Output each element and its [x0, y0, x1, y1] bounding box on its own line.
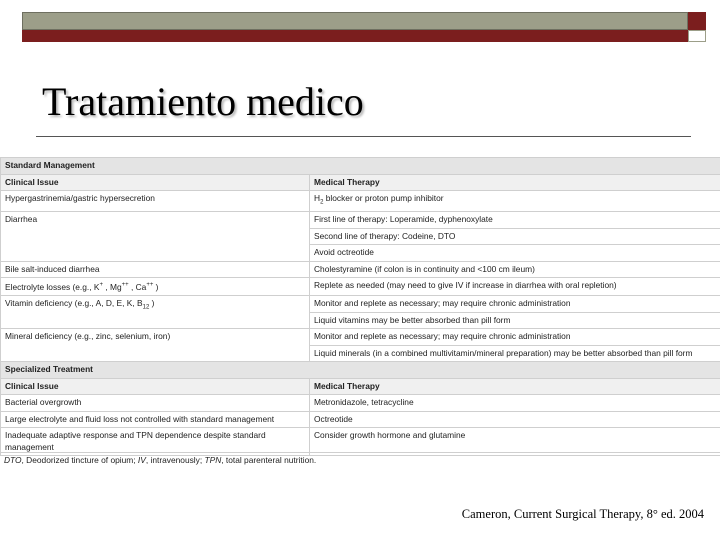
table-row: [1, 411, 720, 428]
therapy-cell: Avoid octreotide: [310, 245, 720, 262]
therapy-cell: Consider growth hormone and glutamine: [310, 428, 720, 456]
issue-cell: Inadequate adaptive response and TPN dependence despite standard management: [1, 428, 310, 456]
issue-cell: Bacterial overgrowth: [1, 395, 310, 412]
issue-cell: Vitamin deficiency (e.g., A, D, E, K, $B_{12}$ ): [1, 296, 310, 329]
col-header-therapy: Medical Therapy: [310, 378, 720, 395]
col-header-therapy: Medical Therapy: [310, 174, 720, 191]
table-row: [1, 212, 720, 229]
table-footnote: DTO, Deodorized tincture of opium; IV, intravenously; TPN, total parenteral nutrition.: [4, 455, 317, 465]
issue-cell: Large electrolyte and fluid loss not controlled with standard management: [1, 411, 310, 428]
table-row: [1, 329, 720, 346]
section-title-standard: Standard Management: [1, 158, 720, 175]
therapy-cell: Octreotide: [310, 411, 720, 428]
source-citation: Cameron, Current Surgical Therapy, 8° ed. 2004: [461, 507, 704, 521]
therapy-cell: Liquid minerals (in a combined multivitamin/mineral preparation) may be better absorbed than pill form: [310, 345, 720, 362]
issue-cell: Hypergastrinemia/gastric hypersecretion: [1, 191, 310, 212]
therapy-cell: Metronidazole, tetracycline: [310, 395, 720, 412]
col-header-issue: Clinical Issue: [1, 378, 310, 395]
therapy-cell: Liquid vitamins may be better absorbed than pill form: [310, 312, 720, 329]
therapy-cell: Monitor and replete as necessary; may require chronic administration: [310, 296, 720, 313]
table-row: [1, 278, 720, 296]
therapy-cell: First line of therapy: Loperamide, dyphenoxylate: [310, 212, 720, 229]
therapy-cell: $H_2$ blocker or proton pump inhibitor: [310, 191, 720, 212]
section-row-specialized: [1, 362, 720, 379]
header-red-square: [688, 12, 706, 30]
issue-cell: Bile salt-induced diarrhea: [1, 261, 310, 278]
col-header-issue: Clinical Issue: [1, 174, 310, 191]
table-row: [1, 191, 720, 212]
table-row: [1, 395, 720, 412]
title-divider: [36, 136, 691, 137]
issue-cell: Mineral deficiency (e.g., zinc, selenium, iron): [1, 329, 310, 362]
issue-cell: Diarrhea: [1, 212, 310, 262]
issue-cell: Electrolyte losses (e.g., K+ , Mg++ , Ca++ ): [1, 278, 310, 296]
header-row-standard: [1, 174, 720, 191]
therapy-cell: Cholestyramine (if colon is in continuity and <100 cm ileum): [310, 261, 720, 278]
therapy-cell: Monitor and replete as necessary; may require chronic administration: [310, 329, 720, 346]
table-row: [1, 296, 720, 313]
header-white-square: [688, 30, 706, 42]
treatment-table: [0, 157, 720, 456]
header-row-specialized: [1, 378, 720, 395]
therapy-cell: Replete as needed (may need to give IV if increase in diarrhea with oral repletion): [310, 278, 720, 296]
therapy-cell: Second line of therapy: Codeine, DTO: [310, 228, 720, 245]
table-row: [1, 261, 720, 278]
header-gray-bar: [22, 12, 688, 30]
section-title-specialized: Specialized Treatment: [1, 362, 720, 379]
footnote-divider: [0, 452, 720, 453]
section-row-standard: [1, 158, 720, 175]
header-red-bar: [22, 30, 688, 42]
slide-title: Tratamiento medico: [42, 79, 364, 124]
